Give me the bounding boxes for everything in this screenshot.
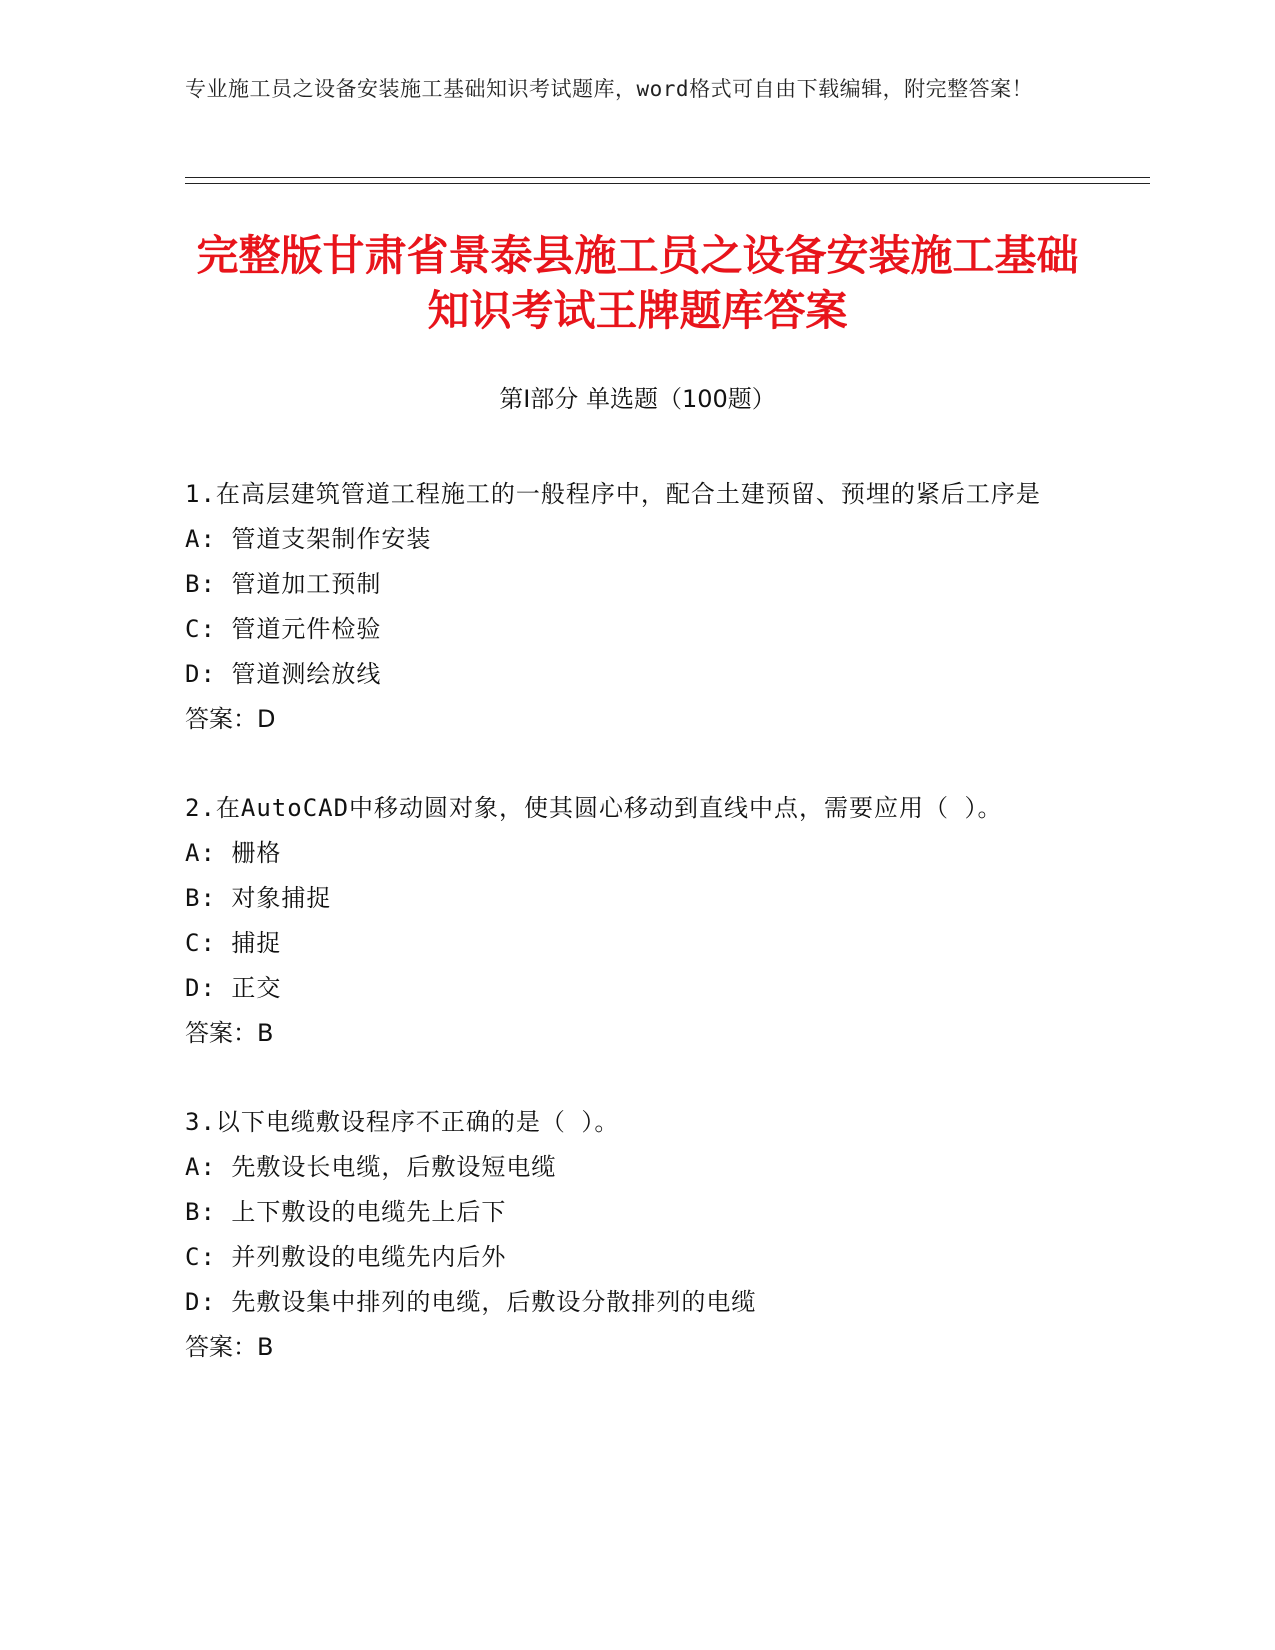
option-d: D: 管道测绘放线: [185, 660, 382, 688]
option-c: C: 捕捉: [185, 929, 282, 957]
question-stem: 1.在高层建筑管道工程施工的一般程序中，配合土建预留、预埋的紧后工序是: [185, 480, 1041, 508]
option-b: B: 对象捕捉: [185, 884, 332, 912]
section-title: 第Ⅰ部分 单选题（100题）: [499, 385, 776, 413]
question-stem: 3.以下电缆敷设程序不正确的是（ ）。: [185, 1108, 620, 1136]
answer: 答案：B: [185, 1019, 274, 1047]
question-list: [185, 472, 1070, 1414]
option-c: C: 并列敷设的电缆先内后外: [185, 1243, 507, 1271]
option-b: B: 管道加工预制: [185, 570, 382, 598]
option-a: A: 管道支架制作安装: [185, 525, 432, 553]
option-d: D: 正交: [185, 974, 282, 1002]
answer: 答案：D: [185, 705, 276, 733]
question-3: [185, 1100, 1070, 1370]
answer: 答案：B: [185, 1333, 274, 1361]
option-a: A: 先敷设长电缆，后敷设短电缆: [185, 1153, 557, 1181]
header-rule-bottom: [185, 183, 1150, 184]
option-d: D: 先敷设集中排列的电缆，后敷设分散排列的电缆: [185, 1288, 757, 1316]
option-b: B: 上下敷设的电缆先上后下: [185, 1198, 507, 1226]
question-stem: 2.在AutoCAD中移动圆对象，使其圆心移动到直线中点，需要应用（ ）。: [185, 794, 1003, 822]
question-2: [185, 786, 1070, 1056]
question-1: [185, 472, 1070, 742]
header-note: 专业施工员之设备安装施工基础知识考试题库，word格式可自由下载编辑，附完整答案！: [185, 77, 1034, 101]
document-title: 完整版甘肃省景泰县施工员之设备安装施工基础知识考试王牌题库答案: [196, 231, 1079, 335]
option-c: C: 管道元件检验: [185, 615, 382, 643]
header-rule-top: [185, 177, 1150, 178]
option-a: A: 栅格: [185, 839, 282, 867]
